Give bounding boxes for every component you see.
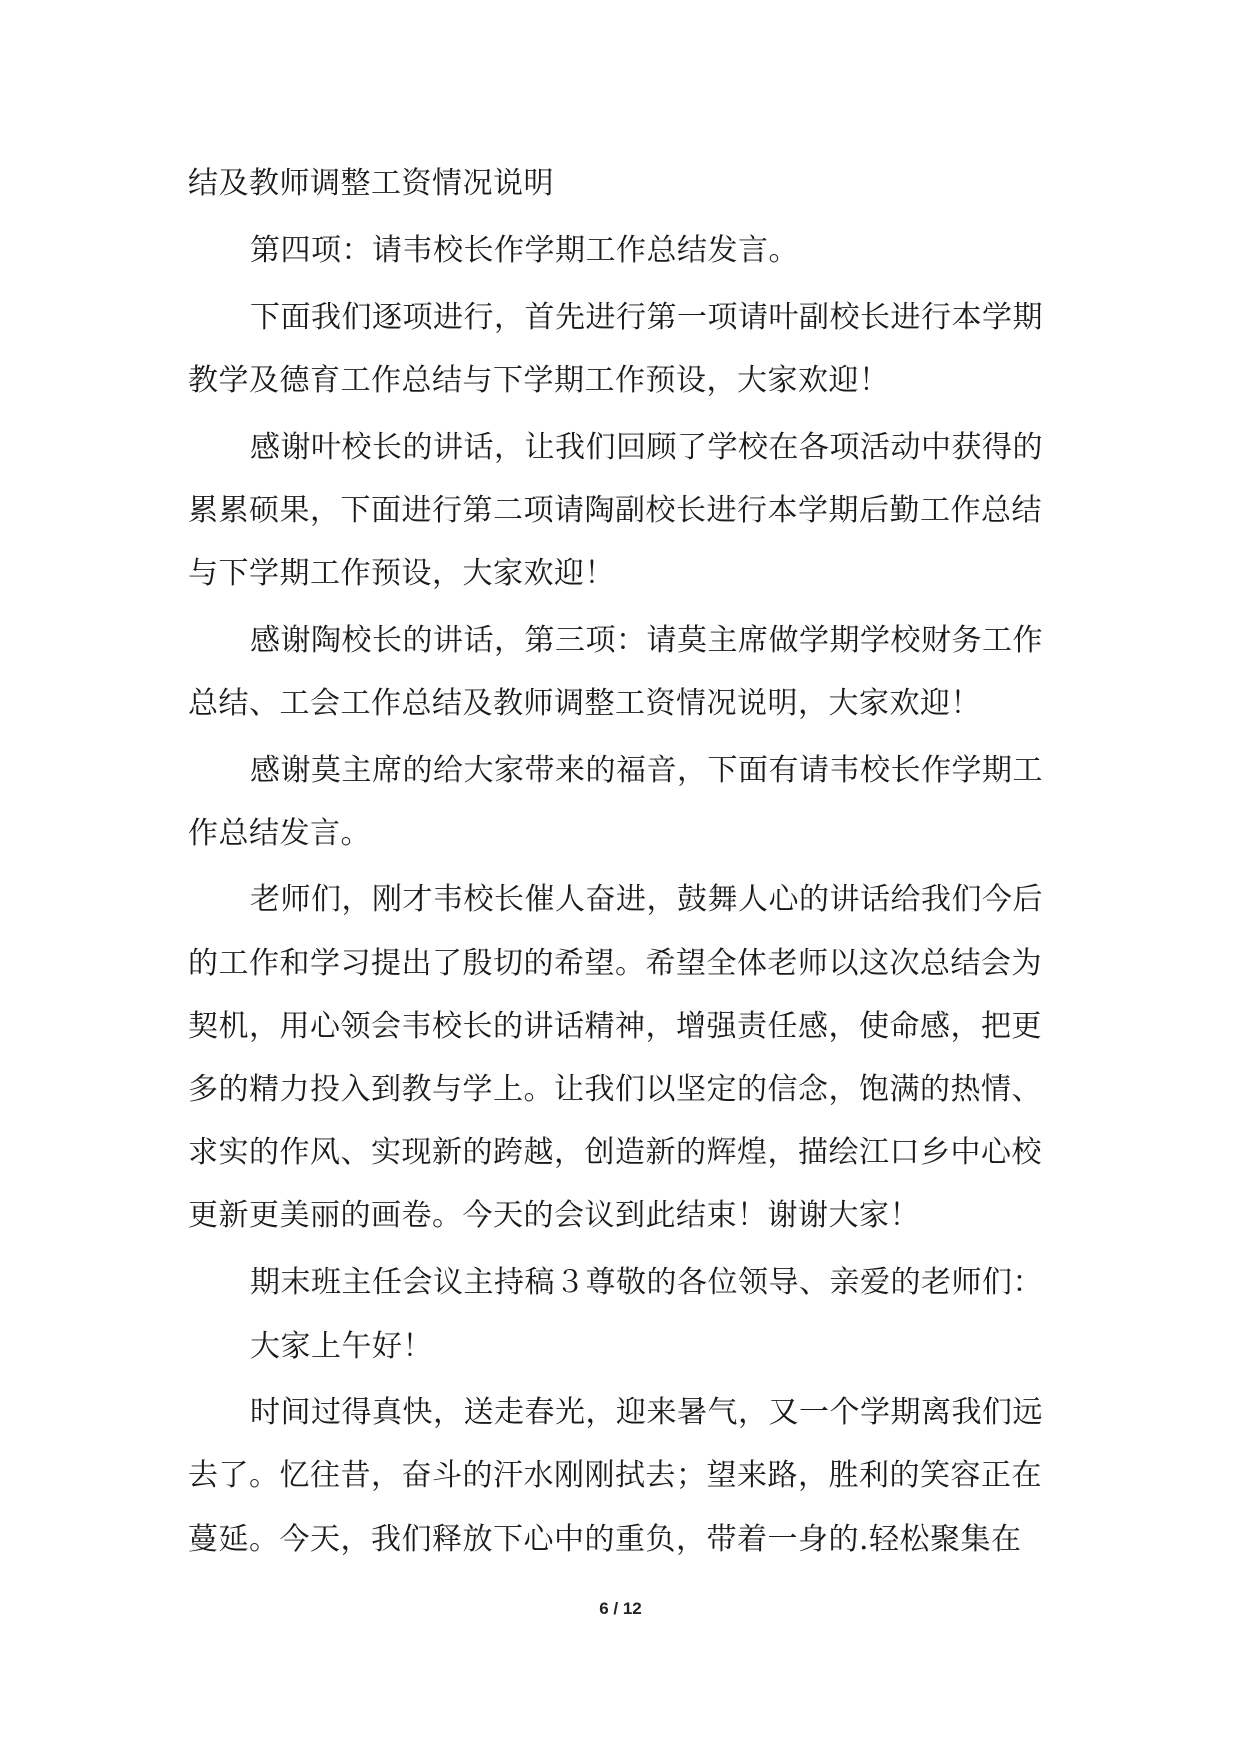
text-line: 感谢莫主席的给大家带来的福音，下面有请韦校长作学期工: [250, 753, 1043, 788]
text-line: 契机，用心领会韦校长的讲话精神，增强责任感，使命感，把更: [188, 1009, 1042, 1044]
text-line: 作总结发言。: [188, 816, 371, 851]
text-line: 去了。忆往昔，奋斗的汗水刚刚拭去；望来路，胜利的笑容正在: [188, 1458, 1042, 1493]
text-line: 求实的作风、实现新的跨越，创造新的辉煌，描绘江口乡中心校: [188, 1135, 1042, 1170]
text-line: 老师们，刚才韦校长催人奋进，鼓舞人心的讲话给我们今后: [250, 882, 1043, 917]
text-line: 第四项：请韦校长作学期工作总结发言。: [250, 233, 799, 268]
text-line: 期末班主任会议主持稿３尊敬的各位领导、亲爱的老师们：: [250, 1265, 1043, 1300]
text-line: 累累硕果，下面进行第二项请陶副校长进行本学期后勤工作总结: [188, 493, 1042, 528]
page-number: 6 / 12: [599, 1599, 642, 1618]
text-line: 总结、工会工作总结及教师调整工资情况说明，大家欢迎！: [188, 686, 981, 721]
text-line: 时间过得真快，送走春光，迎来暑气，又一个学期离我们远: [250, 1395, 1043, 1430]
text-line: 结及教师调整工资情况说明: [188, 166, 554, 201]
text-line: 蔓延。今天，我们释放下心中的重负，带着一身的.轻松聚集在: [188, 1522, 1022, 1557]
text-line: 的工作和学习提出了殷切的希望。希望全体老师以这次总结会为: [188, 946, 1042, 981]
text-line: 与下学期工作预设，大家欢迎！: [188, 556, 615, 591]
text-line: 大家上午好！: [250, 1329, 433, 1364]
text-line: 教学及德育工作总结与下学期工作预设，大家欢迎！: [188, 363, 890, 398]
text-line: 感谢陶校长的讲话，第三项：请莫主席做学期学校财务工作: [250, 623, 1043, 658]
text-line: 下面我们逐项进行，首先进行第一项请叶副校长进行本学期: [250, 300, 1043, 335]
text-line: 更新更美丽的画卷。今天的会议到此结束！谢谢大家！: [188, 1198, 920, 1233]
text-line: 多的精力投入到教与学上。让我们以坚定的信念，饱满的热情、: [188, 1072, 1042, 1107]
text-line: 感谢叶校长的讲话，让我们回顾了学校在各项活动中获得的: [250, 430, 1043, 465]
